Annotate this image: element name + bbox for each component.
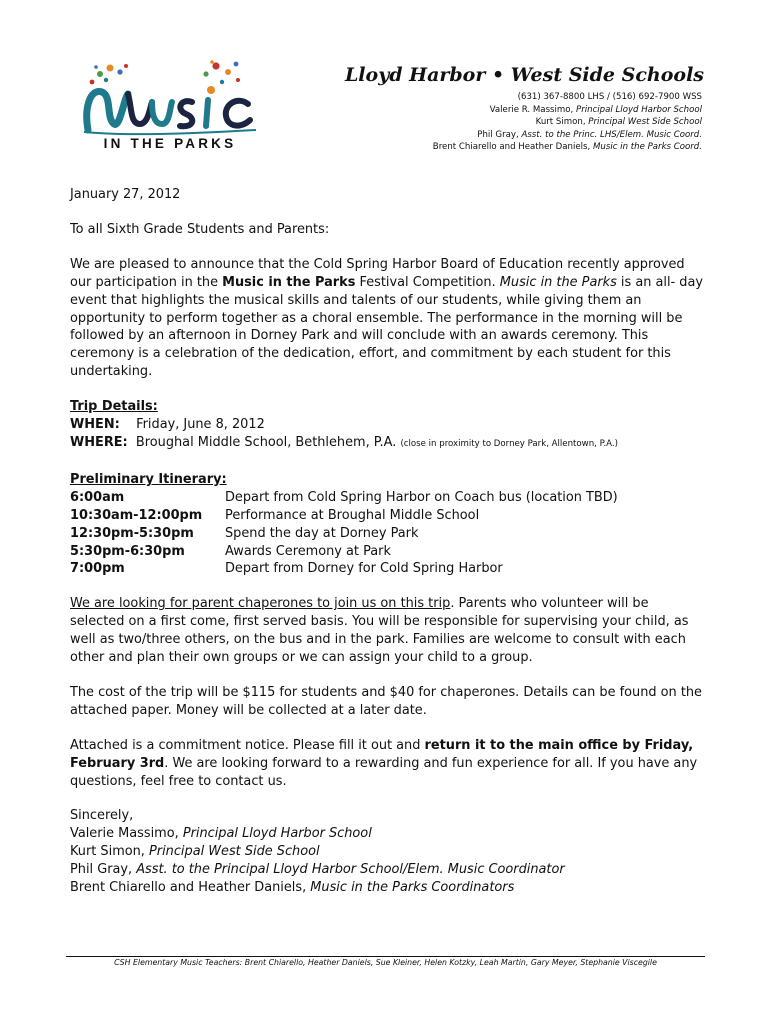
itinerary-heading: Preliminary Itinerary: [70,471,227,487]
contact-line: Phil Gray, Asst. to the Princ. LHS/Elem. Music Coord. [477,129,702,140]
schools-title: Lloyd Harbor • West Side Schools [344,64,704,86]
signature-line: Kurt Simon, Principal West Side School [70,844,320,860]
music-logo-graphic [66,58,276,138]
salutation: To all Sixth Grade Students and Parents: [70,221,330,237]
contact-line: Brent Chiarello and Heather Daniels, Music in the Parks Coord. [432,142,702,153]
trip-where: WHERE: Broughal Middle School, Bethlehem, P.A. (close in proximity to Dorney Park, Allentown, P.A.) [70,434,618,450]
trip-when: WHEN: Friday, June 8, 2012 [70,417,265,433]
signature-line: Phil Gray, Asst. to the Principal Lloyd Harbor School/Elem. Music Coordinator [70,862,565,878]
intro-paragraph: We are pleased to announce that the Cold Spring Harbor Board of Education recently approved our participation in the Music in the Parks Festival Competition. Music in the Parks is an all- day event that highlights the musical skills and talents of our students, while giving them an opportunity to perform together as a choral ensemble. The performance in the morning will be followed by an afternoon in Dorney Park and will conclude with an awards ceremony. This ceremony is a celebration of the dedication, effort, and commitment by each student for this undertaking. [70,256,704,380]
itinerary-row: 6:00am Depart from Cold Spring Harbor on Coach bus (location TBD) [70,489,618,505]
confetti-dots-icon [90,60,240,84]
trip-details-heading: Trip Details: [70,399,158,415]
cost-paragraph: The cost of the trip will be $115 for students and $40 for chaperones. Details can be found on the attached paper. Money will be collected at a later date. [70,684,702,718]
signature-line: Brent Chiarello and Heather Daniels, Music in the Parks Coordinators [70,880,515,896]
contact-line: Kurt Simon, Principal West Side School [535,117,702,128]
music-in-the-parks-logo [66,58,276,156]
footer-divider [66,956,705,957]
phone-line: (631) 367-8800 LHS / (516) 692-7900 WSS [517,92,702,102]
letter-body [70,186,706,897]
signature-line: Valerie Massimo, Principal Lloyd Harbor School [70,826,372,842]
itinerary-row: 12:30pm-5:30pm Spend the day at Dorney Park [70,525,419,541]
footer-teachers: CSH Elementary Music Teachers: Brent Chiarello, Heather Daniels, Sue Kleiner, Helen Kotzky, Leah Martin, Gary Meyer, Stephanie Viscegile [114,958,657,967]
contact-block [433,91,702,154]
chaperones-paragraph: We are looking for parent chaperones to join us on this trip. Parents who volunteer will be selected on a first come, first served basis. You will be responsible for supervising your child, as well as two/three others, on the bus and in the park. Families are welcome to consult with each other and plan their own groups or we can assign your child to a group. [70,596,689,666]
commitment-paragraph: Attached is a commitment notice. Please fill it out and return it to the main office by Friday, February 3rd. We are looking forward to a rewarding and fun experience for all. If you have any questions, feel free to contact us. [70,737,698,789]
itinerary-row: 7:00pm Depart from Dorney for Cold Spring Harbor [70,561,503,577]
itinerary [70,471,706,578]
contact-line: Valerie R. Massimo, Principal Lloyd Harbor School [489,104,702,115]
itinerary-row: 5:30pm-6:30pm Awards Ceremony at Park [70,543,391,559]
itinerary-row: 10:30am-12:00pm Performance at Broughal Middle School [70,507,480,523]
letter-date: January 27, 2012 [70,187,181,202]
closing: Sincerely, [70,808,134,824]
logo-caption: IN THE PARKS [103,136,237,151]
